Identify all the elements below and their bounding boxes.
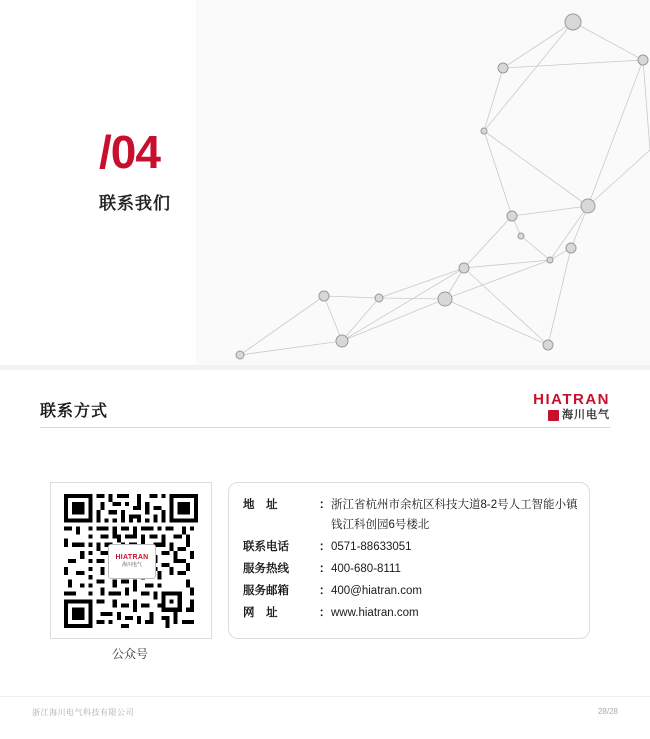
qr-logo-chinese: 海川电气 <box>121 562 142 568</box>
logo-square-icon <box>548 410 559 421</box>
section-title: 联系我们 <box>99 194 171 213</box>
contact-label: 服务邮箱 <box>243 585 289 597</box>
logo-subline <box>533 410 610 421</box>
section-number: /04 <box>99 126 160 178</box>
company-logo <box>533 392 610 421</box>
section-divider-slide <box>0 0 650 365</box>
contact-label: 网 址 <box>243 607 278 619</box>
contact-value-address-line2: 钱江科创园6号楼北 <box>331 519 430 531</box>
logo-chinese-name: 海川电气 <box>562 409 610 421</box>
contact-value: 浙江省杭州市余杭区科技大道8-2号人工智能小镇 <box>331 499 578 511</box>
contact-row-phone <box>243 538 579 554</box>
contact-slide <box>0 370 650 739</box>
contact-row-email <box>243 582 579 598</box>
qr-caption: 公众号 <box>111 647 148 661</box>
network-diagram-icon <box>196 0 650 365</box>
contact-value: 400@hiatran.com <box>331 585 422 597</box>
contact-info-list <box>243 496 579 626</box>
contact-colon: ： <box>319 585 331 597</box>
contact-colon: ： <box>319 499 331 511</box>
section-divider-text-panel <box>0 0 196 365</box>
contact-colon: ： <box>319 607 331 619</box>
contact-label: 地 址 <box>243 499 278 511</box>
footer-divider <box>0 696 650 697</box>
qr-code-card <box>50 482 212 639</box>
network-graphic-panel <box>196 0 650 365</box>
qr-center-logo <box>108 544 156 579</box>
page-title: 联系方式 <box>40 403 109 420</box>
contact-row-address <box>243 496 579 512</box>
qr-logo-wordmark: HIATRAN <box>115 554 149 561</box>
contact-row-website <box>243 604 579 620</box>
contact-value: 0571-88633051 <box>331 541 412 553</box>
contact-info-card <box>228 482 590 639</box>
contact-label: 服务热线 <box>243 563 289 575</box>
contact-value: www.hiatran.com <box>331 607 419 619</box>
contact-value: 400-680-8111 <box>331 563 401 575</box>
footer-company-name: 浙江海川电气科技有限公司 <box>32 708 134 717</box>
qr-code-image <box>64 494 198 628</box>
heading-divider <box>40 427 610 428</box>
page-indicator: 28/28 <box>597 707 618 716</box>
contact-colon: ： <box>319 541 331 553</box>
logo-wordmark: HIATRAN <box>533 391 610 408</box>
contact-label: 联系电话 <box>243 541 289 553</box>
contact-colon: ： <box>319 563 331 575</box>
contact-row-hotline <box>243 560 579 576</box>
